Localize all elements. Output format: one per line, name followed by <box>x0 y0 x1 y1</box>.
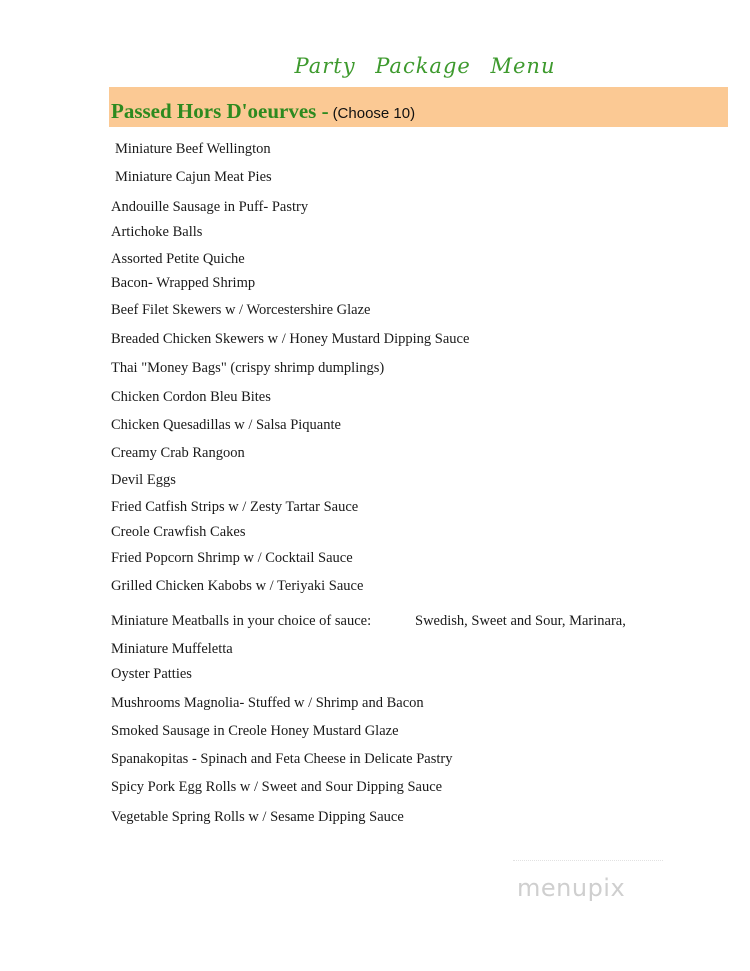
section-note: (Choose 10) <box>332 105 416 122</box>
menu-item: Fried Catfish Strips w / Zesty Tartar Sauce <box>111 499 359 515</box>
menu-item: Fried Popcorn Shrimp w / Cocktail Sauce <box>111 550 353 566</box>
menupix-watermark <box>513 860 663 916</box>
menu-title: Party Package Menu <box>294 54 556 78</box>
menu-item: Creamy Crab Rangoon <box>111 445 245 461</box>
watermark-divider <box>513 860 663 861</box>
menu-item: Oyster Patties <box>111 666 192 682</box>
menu-item: Grilled Chicken Kabobs w / Teriyaki Sauce <box>111 578 364 594</box>
menu-item: Miniature Beef Wellington <box>115 141 271 157</box>
menu-item: Vegetable Spring Rolls w / Sesame Dipping Sauce <box>111 809 404 825</box>
menu-item: Thai "Money Bags" (crispy shrimp dumplings) <box>111 360 385 376</box>
menu-item: Assorted Petite Quiche <box>111 251 245 267</box>
menu-item: Artichoke Balls <box>111 224 203 240</box>
menu-item: Creole Crawfish Cakes <box>111 524 246 540</box>
menu-item: Miniature Muffeletta <box>111 641 233 657</box>
menu-item: Bacon- Wrapped Shrimp <box>111 275 256 291</box>
menu-item: Chicken Quesadillas w / Salsa Piquante <box>111 417 341 433</box>
section-header <box>111 101 415 122</box>
menu-item: Spanakopitas - Spinach and Feta Cheese in Delicate Pastry <box>111 751 453 767</box>
menu-item: Devil Eggs <box>111 472 176 488</box>
menu-item: Miniature Cajun Meat Pies <box>115 169 272 185</box>
section-name: Passed Hors D'oeurves - <box>111 99 329 123</box>
menu-item: Chicken Cordon Bleu Bites <box>111 389 271 405</box>
menu-item: Smoked Sausage in Creole Honey Mustard Glaze <box>111 723 399 739</box>
menu-item: Spicy Pork Egg Rolls w / Sweet and Sour Dipping Sauce <box>111 779 443 795</box>
menu-item: Miniature Meatballs in your choice of sauce: <box>111 613 372 629</box>
meatball-sauce-options: Swedish, Sweet and Sour, Marinara, <box>415 613 626 629</box>
menu-item: Breaded Chicken Skewers w / Honey Mustard Dipping Sauce <box>111 331 470 347</box>
menu-item: Beef Filet Skewers w / Worcestershire Glaze <box>111 302 371 318</box>
watermark-text: menupix <box>517 874 626 902</box>
menu-item: Andouille Sausage in Puff- Pastry <box>111 199 309 215</box>
menu-item: Mushrooms Magnolia- Stuffed w / Shrimp and Bacon <box>111 695 424 711</box>
